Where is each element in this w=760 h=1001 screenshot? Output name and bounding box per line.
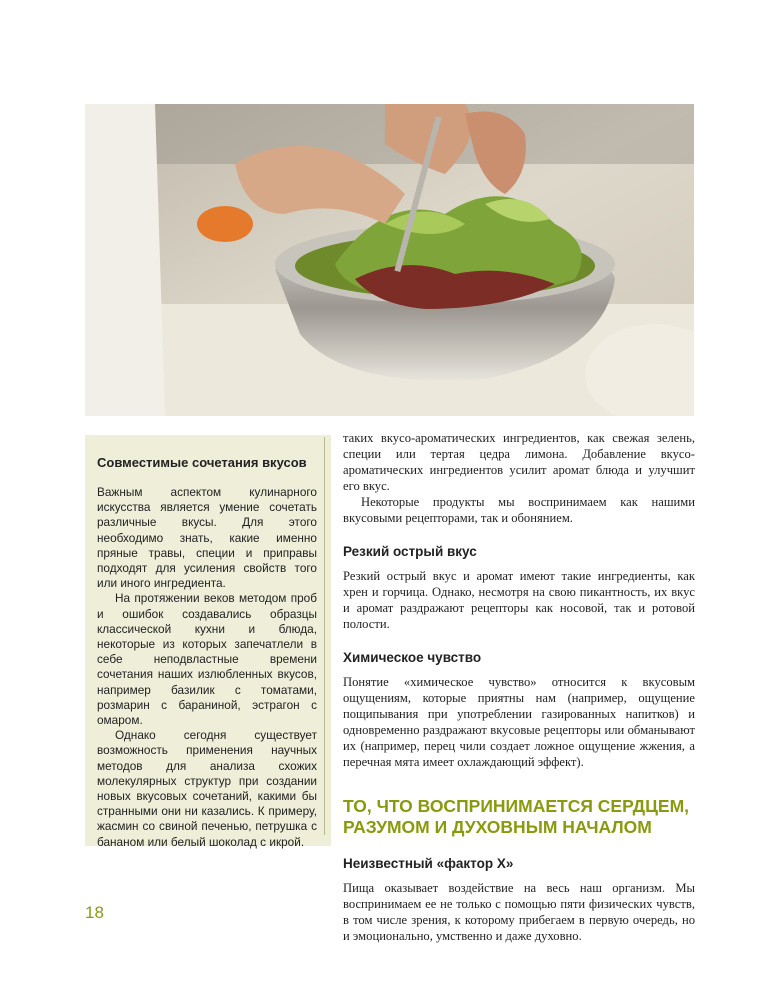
page-number: 18 [85, 903, 104, 922]
body-paragraph: Некоторые продукты мы воспринимаем как нашими вкусовыми рецепторами, так и обонянием. [343, 495, 695, 525]
section-heading: Химическое чувство [343, 650, 482, 665]
sidebar-box [85, 435, 331, 849]
body-paragraph: Пища оказывает воздействие на весь наш организм. Мы воспринимаем ее не только с помощью пяти физических чувств, в том числе зрения, к которому прибегаем в первую очередь, но и эмоционально, умственно и даже духовно. [343, 881, 695, 943]
body-paragraph: Резкий острый вкус и аромат имеют такие ингредиенты, как хрен и горчица. Однако, несмотря на свою пикантность, их вкус и аромат раздражают рецепторы как носовой, так и ротовой полости. [343, 569, 695, 631]
sidebar-title: Совместимые сочетания вкусов [97, 455, 307, 470]
main-column [343, 430, 695, 944]
section-heading: Неизвестный «фактор Х» [343, 856, 514, 871]
sidebar-divider [324, 437, 325, 835]
section-heading: Резкий острый вкус [343, 544, 477, 559]
chapter-heading: ТО, ЧТО ВОСПРИНИМАЕТСЯ СЕРДЦЕМ, РАЗУМОМ И ДУХОВНЫМ НАЧАЛОМ [343, 796, 690, 837]
sidebar-paragraph: Важным аспектом кулинарного искусства является умение сочетать различные вкусы. Для этого необходимо знать, какие именно пряные травы, специи и приправы подходят для усиления свойств того или иного ингредиента. [97, 485, 317, 591]
sidebar-paragraph: На протяжении веков методом проб и ошибок создавались образцы классической кухни и блюда, некоторые из которых запечатлели в себе неподвластные времени сочетания наших излюбленных вкусов, например базилик с томатами, розмарин с бараниной, эстрагон с омаром. [97, 591, 317, 728]
sidebar-paragraph: Однако сегодня существует возможность применения научных методов для анализа схожих молекулярных структур при создании новых вкусовых сочетаний, какими бы странными они ни казались. К примеру, жасмин со свиной печенью, петрушка с бананом или белый шоколад с икрой. [97, 728, 317, 849]
body-paragraph: Понятие «химическое чувство» относится к вкусовым ощущениям, которые приятны нам (например, ощущение пощипывания при употреблении газированных напитков) и одновременно раздражают вкусовые рецепторы или обманывают их (например, перец чили создает ложное ощущение жжения, а перечная мята имеет охлаждающий эффект). [343, 675, 695, 769]
salad-photo [85, 104, 694, 416]
body-paragraph: таких вкусо-ароматических ингредиентов, как свежая зелень, специи или тертая цедра лимона. Добавление вкусо-ароматических ингредиентов усилит аромат блюда и улучшит его вкус. [343, 431, 695, 493]
